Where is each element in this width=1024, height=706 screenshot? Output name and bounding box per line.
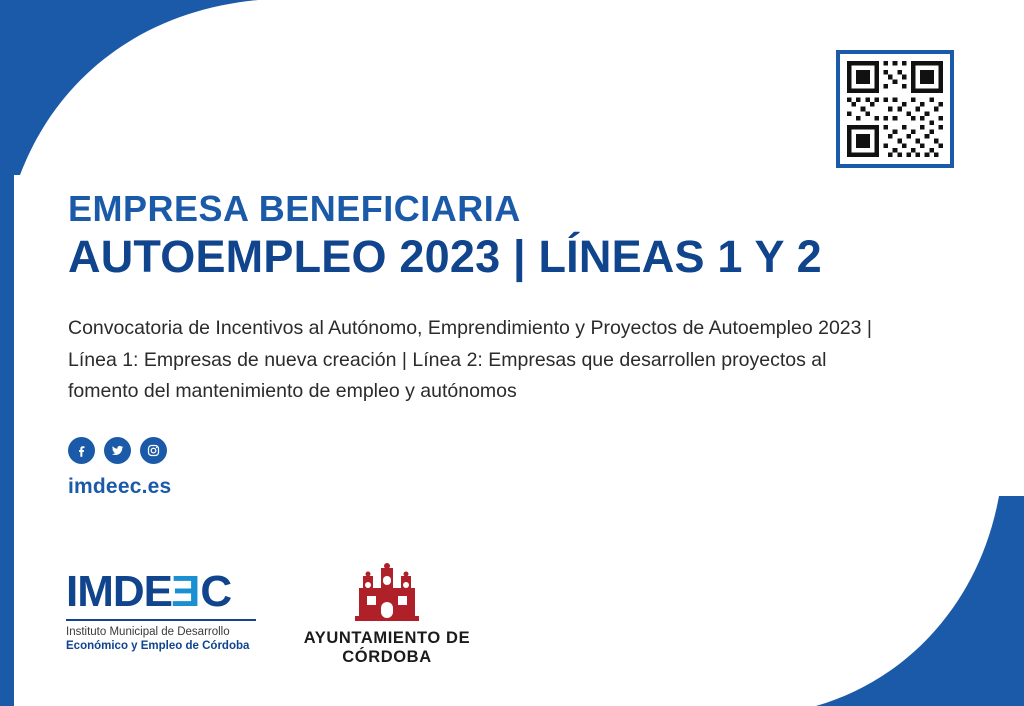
description-line-3: fomento del mantenimiento de empleo y autónomos [68, 380, 517, 403]
facebook-icon[interactable] [68, 437, 95, 464]
imdeec-wordmark [66, 567, 266, 616]
description-line-2: Línea 1: Empresas de nueva creación | Línea 2: Empresas que desarrollen proyectos al [68, 348, 827, 371]
website-url[interactable]: imdeec.es [68, 475, 172, 498]
page-title-block [68, 190, 948, 282]
cordoba-coat-of-arms [351, 562, 423, 624]
page-title: AUTOEMPLEO 2023 | LÍNEAS 1 Y 2 [68, 230, 822, 282]
imdeec-word-part1: IMDE [66, 567, 172, 616]
imdeec-logo [66, 567, 266, 654]
decorative-corner-bottom-right [794, 496, 1024, 706]
imdeec-word-reversed-e: E [172, 567, 201, 616]
decorative-left-edge [0, 0, 14, 706]
description-text [68, 313, 918, 408]
ayuntamiento-label: AYUNTAMIENTO DE CÓRDOBA [303, 629, 471, 666]
description-line-1: Convocatoria de Incentivos al Autónomo, Emprendimiento y Proyectos de Autoempleo 2023 | [68, 317, 872, 339]
instagram-icon[interactable] [140, 437, 167, 464]
social-links [68, 437, 167, 464]
imdeec-divider [66, 619, 256, 621]
decorative-corner-top-left [0, 0, 260, 175]
qr-code[interactable] [836, 50, 954, 168]
imdeec-word-part2: C [200, 567, 232, 616]
twitter-icon[interactable] [104, 437, 131, 464]
imdeec-subtitle-line2: Económico y Empleo de Córdoba [66, 640, 250, 653]
heading-subtitle: EMPRESA BENEFICIARIA [68, 188, 521, 229]
ayuntamiento-logo [272, 562, 502, 667]
imdeec-subtitle-line1: Instituto Municipal de Desarrollo [66, 626, 230, 638]
